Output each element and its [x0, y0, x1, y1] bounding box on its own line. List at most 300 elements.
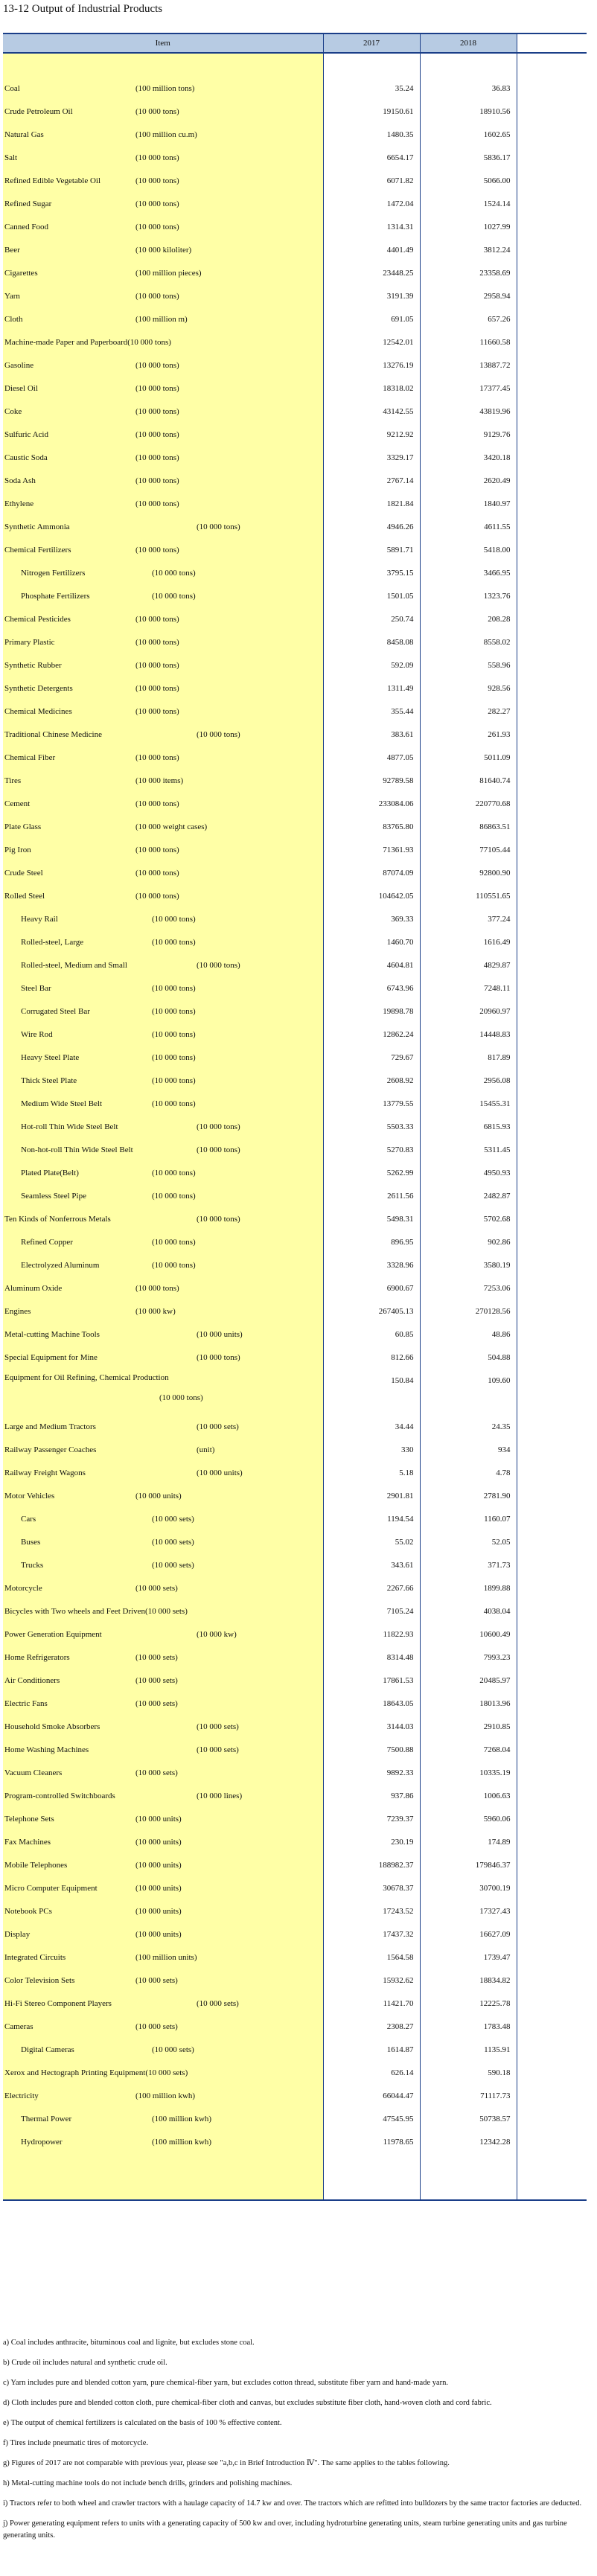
item-unit: (10 000 sets) — [152, 1514, 194, 1524]
value-2018: 17327.43 — [420, 1899, 517, 1923]
item-unit: (10 000 tons) — [197, 1214, 240, 1224]
table-row — [3, 1853, 587, 1876]
item-name: Sulfuric Acid — [4, 429, 48, 439]
spacer-cell — [517, 1092, 587, 1115]
item-cell — [3, 561, 323, 584]
value-2017: 9212.92 — [323, 423, 420, 446]
spacer-row — [3, 53, 587, 77]
item-unit: (10 000 sets) — [197, 1722, 239, 1731]
item-name: Refined Copper — [21, 1237, 73, 1247]
value-2018: 17377.45 — [420, 377, 517, 400]
item-cell — [3, 446, 323, 469]
value-2018: 81640.74 — [420, 769, 517, 792]
spacer-cell — [517, 1115, 587, 1138]
table-row — [3, 2015, 587, 2038]
value-2018: 5311.45 — [420, 1138, 517, 1161]
footnote: c) Yarn includes pure and blended cotton yarn, pure chemical-fiber yarn, but excludes cotton thread, substitute fiber yarn and hand-made yarn. — [3, 2379, 449, 2387]
value-2018: 109.60 — [420, 1369, 517, 1392]
table-row — [3, 215, 587, 238]
value-2018: 928.56 — [420, 677, 517, 700]
item-name: Ten Kinds of Nonferrous Metals — [4, 1214, 111, 1224]
value-2018: 7268.04 — [420, 1738, 517, 1761]
value-2017: 5503.33 — [323, 1115, 420, 1138]
footnote: g) Figures of 2017 are not comparable with previous year, please see "a,b,c in Brief Introduction Ⅳ". The same applies to the tables following. — [3, 2459, 450, 2467]
item-name: Hi-Fi Stereo Component Players — [4, 1998, 112, 2008]
spacer-row — [3, 2176, 587, 2200]
item-cell — [3, 1392, 323, 1415]
value-2017: 19898.78 — [323, 1000, 420, 1023]
value-2018: 18013.96 — [420, 1692, 517, 1715]
footnotes — [3, 2337, 591, 2550]
table-row — [3, 1692, 587, 1715]
item-name: Nitrogen Fertilizers — [21, 568, 86, 578]
item-cell — [3, 1853, 323, 1876]
spacer-cell — [517, 746, 587, 769]
item-cell — [3, 1923, 323, 1946]
item-name: Electric Fans — [4, 1698, 48, 1708]
item-cell — [3, 515, 323, 538]
value-2017: 937.86 — [323, 1784, 420, 1807]
item-cell — [3, 653, 323, 677]
item-unit: (10 000 tons) — [197, 522, 240, 531]
table-row — [3, 1161, 587, 1184]
value-2017: 11822.93 — [323, 1623, 420, 1646]
item-name: Crude Petroleum Oil — [4, 106, 73, 116]
item-name: Wire Rod — [21, 1029, 53, 1039]
item-unit: (100 million m) — [135, 314, 188, 324]
spacer-cell — [517, 1369, 587, 1392]
item-unit: (10 000 tons) — [135, 752, 179, 762]
value-2017: 9892.33 — [323, 1761, 420, 1784]
table-row — [3, 1784, 587, 1807]
item-unit: (10 000 tons) — [152, 591, 196, 601]
item-cell — [3, 769, 323, 792]
value-2018: 1524.14 — [420, 192, 517, 215]
item-name: Power Generation Equipment — [4, 1629, 102, 1639]
item-name: Rolled Steel — [4, 891, 45, 901]
spacer-cell — [517, 100, 587, 123]
item-unit: (100 million tons) — [135, 83, 195, 93]
item-name: Motorcycle — [4, 1583, 42, 1593]
item-cell — [3, 1576, 323, 1599]
value-2017: 3144.03 — [323, 1715, 420, 1738]
value-2018: 10600.49 — [420, 1623, 517, 1646]
item-name: Vacuum Cleaners — [4, 1768, 63, 1777]
item-name: Machine-made Paper and Paperboard(10 000 tons) — [4, 337, 171, 347]
spacer-cell — [517, 1692, 587, 1715]
item-name: Caustic Soda — [4, 453, 48, 462]
table-row — [3, 1576, 587, 1599]
spacer-cell — [517, 1761, 587, 1784]
item-name: Ethylene — [4, 499, 34, 508]
item-cell — [3, 1207, 323, 1230]
item-cell — [3, 354, 323, 377]
spacer-cell — [517, 2084, 587, 2107]
item-name: Refined Sugar — [4, 199, 52, 208]
value-2018: 8558.02 — [420, 630, 517, 653]
item-name: Electricity — [4, 2091, 39, 2100]
spacer-cell — [517, 723, 587, 746]
value-2018: 504.88 — [420, 1346, 517, 1369]
table-row — [3, 2038, 587, 2061]
value-2017: 6743.96 — [323, 977, 420, 1000]
item-name: Telephone Sets — [4, 1814, 54, 1824]
item-name: Steel Bar — [21, 983, 51, 993]
item-name: Thermal Power — [21, 2114, 72, 2123]
item-cell — [3, 2130, 323, 2153]
value-2017: 1501.05 — [323, 584, 420, 607]
footnote: b) Crude oil includes natural and synthetic crude oil. — [3, 2359, 167, 2367]
value-2018: 371.73 — [420, 1553, 517, 1576]
table-container — [3, 33, 587, 2201]
item-cell — [3, 1276, 323, 1300]
item-cell — [3, 930, 323, 953]
spacer-cell — [517, 1576, 587, 1599]
header-item: Item — [3, 33, 323, 53]
value-2017: 11978.65 — [323, 2130, 420, 2153]
item-cell — [3, 1461, 323, 1484]
item-cell — [3, 630, 323, 653]
item-unit: (10 000 tons) — [152, 1099, 196, 1108]
value-2018: 5960.06 — [420, 1807, 517, 1830]
table-row — [3, 1207, 587, 1230]
spacer-cell — [517, 1461, 587, 1484]
value-2017: 18643.05 — [323, 1692, 420, 1715]
item-name: Chemical Fiber — [4, 752, 56, 762]
spacer-cell — [517, 469, 587, 492]
table-row — [3, 1369, 587, 1392]
spacer-cell — [517, 538, 587, 561]
spacer-cell — [517, 769, 587, 792]
table-row — [3, 1761, 587, 1784]
value-2017: 2267.66 — [323, 1576, 420, 1599]
value-2018: 817.89 — [420, 1046, 517, 1069]
item-cell — [3, 123, 323, 146]
item-name: Canned Food — [4, 222, 48, 231]
value-2017: 812.66 — [323, 1346, 420, 1369]
spacer-cell — [517, 330, 587, 354]
value-2017: 188982.37 — [323, 1853, 420, 1876]
value-2018: 657.26 — [420, 307, 517, 330]
spacer-cell — [517, 2130, 587, 2153]
item-unit: (10 000 units) — [197, 1468, 243, 1477]
value-2018: 7993.23 — [420, 1646, 517, 1669]
value-2018: 4950.93 — [420, 1161, 517, 1184]
spacer-cell — [517, 1415, 587, 1438]
value-2018: 2620.49 — [420, 469, 517, 492]
item-unit: (10 000 tons) — [135, 891, 179, 901]
item-name: Gasoline — [4, 360, 34, 370]
item-name: Buses — [21, 1537, 41, 1547]
table-row — [3, 815, 587, 838]
item-cell — [3, 1230, 323, 1253]
table-row — [3, 1646, 587, 1669]
item-unit: (10 000 lines) — [197, 1791, 243, 1800]
value-2017: 13276.19 — [323, 354, 420, 377]
item-cell — [3, 2084, 323, 2107]
value-2018: 43819.96 — [420, 400, 517, 423]
spacer-cell — [517, 1830, 587, 1853]
spacer-cell — [517, 815, 587, 838]
spacer-cell — [517, 215, 587, 238]
value-2017: 1460.70 — [323, 930, 420, 953]
table-row — [3, 192, 587, 215]
spacer-cell — [517, 123, 587, 146]
item-cell — [3, 307, 323, 330]
item-unit: (10 000 tons) — [135, 291, 179, 301]
item-cell — [3, 146, 323, 169]
value-2018: 23358.69 — [420, 261, 517, 284]
value-2017: 6071.82 — [323, 169, 420, 192]
value-2018: 12225.78 — [420, 1992, 517, 2015]
item-name: Color Television Sets — [4, 1975, 75, 1985]
value-2017: 896.95 — [323, 1230, 420, 1253]
spacer-cell — [517, 1046, 587, 1069]
value-2018: 110551.65 — [420, 884, 517, 907]
value-2018: 10335.19 — [420, 1761, 517, 1784]
table-row — [3, 330, 587, 354]
value-2017: 1564.58 — [323, 1946, 420, 1969]
spacer-cell — [517, 1300, 587, 1323]
item-unit: (10 000 tons) — [135, 476, 179, 485]
spacer-cell — [517, 607, 587, 630]
value-2018: 50738.57 — [420, 2107, 517, 2130]
item-unit: (10 000 tons) — [152, 1006, 196, 1016]
item-cell — [3, 400, 323, 423]
value-2018: 3420.18 — [420, 446, 517, 469]
item-unit: (10 000 units) — [135, 1814, 182, 1824]
item-cell — [3, 1138, 323, 1161]
item-cell — [3, 1438, 323, 1461]
footnote: j) Power generating equipment refers to units with a generating capacity of 500 kw and over, including hydroturbine generating units, steam turbine generating units and gas turbine generating units. — [3, 2519, 567, 2540]
value-2018: 4.78 — [420, 1461, 517, 1484]
item-unit: (10 000 sets) — [152, 1537, 194, 1547]
spacer-cell — [517, 1276, 587, 1300]
item-cell — [3, 2061, 323, 2084]
item-unit: (10 000 tons) — [152, 1076, 196, 1085]
value-2017: 383.61 — [323, 723, 420, 746]
value-2017: 5270.83 — [323, 1138, 420, 1161]
item-name: Rolled-steel, Medium and Small — [21, 960, 127, 970]
value-2017: 230.19 — [323, 1830, 420, 1853]
value-2018: 30700.19 — [420, 1876, 517, 1899]
item-name: Rolled-steel, Large — [21, 937, 84, 947]
item-name: Thick Steel Plate — [21, 1076, 77, 1085]
item-unit: (10 000 tons) — [135, 453, 179, 462]
footnote: d) Cloth includes pure and blended cotton cloth, pure chemical-fiber cloth and canvas, but excludes substitute fiber cloth, hand-woven cloth and cord fabric. — [3, 2399, 492, 2407]
value-2018: 9129.76 — [420, 423, 517, 446]
item-unit: (10 000 units) — [135, 1491, 182, 1500]
value-2018: 1783.48 — [420, 2015, 517, 2038]
table-row — [3, 884, 587, 907]
item-cell — [3, 1069, 323, 1092]
value-2017: 104642.05 — [323, 884, 420, 907]
table-row — [3, 2084, 587, 2107]
table-row — [3, 1046, 587, 1069]
value-2018: 12342.28 — [420, 2130, 517, 2153]
spacer-cell — [517, 1969, 587, 1992]
value-2017: 369.33 — [323, 907, 420, 930]
item-cell — [3, 607, 323, 630]
item-unit: (10 000 tons) — [152, 914, 196, 924]
spacer-cell — [517, 1646, 587, 1669]
value-2017: 2608.92 — [323, 1069, 420, 1092]
value-2018: 179846.37 — [420, 1853, 517, 1876]
table-row — [3, 977, 587, 1000]
item-cell — [3, 215, 323, 238]
table-row — [3, 1599, 587, 1623]
item-name: Salt — [4, 153, 18, 162]
value-2017: 4946.26 — [323, 515, 420, 538]
spacer-cell — [517, 1946, 587, 1969]
item-cell — [3, 192, 323, 215]
table-row — [3, 861, 587, 884]
item-name: Yarn — [4, 291, 20, 301]
value-2018: 1616.49 — [420, 930, 517, 953]
value-2018: 86863.51 — [420, 815, 517, 838]
item-name: Coal — [4, 83, 20, 93]
item-cell — [3, 677, 323, 700]
value-2018: 2910.85 — [420, 1715, 517, 1738]
value-2017: 4877.05 — [323, 746, 420, 769]
item-unit: (10 000 sets) — [197, 1998, 239, 2008]
table-row — [3, 1069, 587, 1092]
table-row — [3, 100, 587, 123]
item-unit: (10 000 tons) — [135, 845, 179, 854]
value-2018: 1135.91 — [420, 2038, 517, 2061]
spacer-cell — [517, 515, 587, 538]
value-2018: 1027.99 — [420, 215, 517, 238]
value-2017: 43142.55 — [323, 400, 420, 423]
table-row — [3, 1807, 587, 1830]
value-2018: 4829.87 — [420, 953, 517, 977]
spacer-cell — [517, 192, 587, 215]
item-cell — [3, 1023, 323, 1046]
item-unit: (10 000 tons) — [152, 1168, 196, 1177]
value-2018: 3812.24 — [420, 238, 517, 261]
item-unit: (10 000 tons) — [135, 868, 179, 878]
table-row — [3, 492, 587, 515]
table-row — [3, 1138, 587, 1161]
item-unit: (10 000 tons) — [152, 937, 196, 947]
item-name: Motor Vehicles — [4, 1491, 55, 1500]
footnote: e) The output of chemical fertilizers is calculated on the basis of 100 % effective content. — [3, 2419, 282, 2427]
spacer-cell — [517, 1553, 587, 1576]
table-row — [3, 446, 587, 469]
value-2018: 48.86 — [420, 1323, 517, 1346]
item-cell — [3, 1323, 323, 1346]
item-cell — [3, 1484, 323, 1507]
table-row — [3, 792, 587, 815]
table-row — [3, 284, 587, 307]
item-name: Integrated Circuits — [4, 1952, 66, 1962]
footnote: f) Tires include pneumatic tires of motorcycle. — [3, 2439, 149, 2447]
item-cell — [3, 1300, 323, 1323]
spacer-cell — [517, 1738, 587, 1761]
item-cell — [3, 1507, 323, 1530]
item-unit: (10 000 sets) — [135, 2022, 178, 2031]
table-row — [3, 1230, 587, 1253]
table-row — [3, 469, 587, 492]
value-2018: 208.28 — [420, 607, 517, 630]
value-2018: 1602.65 — [420, 123, 517, 146]
item-name: Home Refrigerators — [4, 1652, 70, 1662]
item-name: Mobile Telephones — [4, 1860, 68, 1870]
item-name: Fax Machines — [4, 1837, 51, 1847]
spacer-cell — [517, 1923, 587, 1946]
spacer-cell — [517, 1530, 587, 1553]
table-row — [3, 1830, 587, 1853]
spacer-cell — [517, 1715, 587, 1738]
item-unit: (10 000 kw) — [197, 1629, 237, 1639]
value-2017: 3329.17 — [323, 446, 420, 469]
spacer-cell — [517, 1992, 587, 2015]
item-name: Cloth — [4, 314, 23, 324]
item-name: Seamless Steel Pipe — [21, 1191, 86, 1201]
item-name: Non-hot-roll Thin Wide Steel Belt — [21, 1145, 133, 1154]
item-unit: (10 000 tons) — [135, 383, 179, 393]
item-cell — [3, 330, 323, 354]
table-row — [3, 1253, 587, 1276]
value-2017: 6654.17 — [323, 146, 420, 169]
value-2018: 7248.11 — [420, 977, 517, 1000]
item-unit: (10 000 tons) — [135, 429, 179, 439]
value-2018: 36.83 — [420, 77, 517, 100]
item-unit: (10 000 units) — [135, 1929, 182, 1939]
table-row — [3, 1300, 587, 1323]
table-row — [3, 1276, 587, 1300]
item-cell — [3, 492, 323, 515]
item-unit: (10 000 tons) — [152, 1237, 196, 1247]
item-cell — [3, 261, 323, 284]
header-row — [3, 33, 587, 53]
value-2017: 233084.06 — [323, 792, 420, 815]
item-cell — [3, 77, 323, 100]
item-unit: (10 000 tons) — [135, 706, 179, 716]
spacer-cell — [517, 700, 587, 723]
table-row — [3, 1969, 587, 1992]
item-cell — [3, 953, 323, 977]
item-name: Corrugated Steel Bar — [21, 1006, 90, 1016]
value-2017: 5891.71 — [323, 538, 420, 561]
item-cell — [3, 884, 323, 907]
spacer-cell — [517, 1899, 587, 1923]
item-cell — [3, 469, 323, 492]
table-row — [3, 2061, 587, 2084]
spacer-cell — [517, 354, 587, 377]
value-2018: 5418.00 — [420, 538, 517, 561]
value-2018: 2482.87 — [420, 1184, 517, 1207]
value-2018: 902.86 — [420, 1230, 517, 1253]
value-2018: 3466.95 — [420, 561, 517, 584]
value-2018: 5011.09 — [420, 746, 517, 769]
value-2017: 355.44 — [323, 700, 420, 723]
value-2017: 8458.08 — [323, 630, 420, 653]
item-cell — [3, 1184, 323, 1207]
item-unit: (10 000 tons) — [135, 153, 179, 162]
table-row — [3, 723, 587, 746]
table-row — [3, 1992, 587, 2015]
value-2018: 270128.56 — [420, 1300, 517, 1323]
spacer-cell — [517, 2061, 587, 2084]
item-cell — [3, 1807, 323, 1830]
value-2017: 1614.87 — [323, 2038, 420, 2061]
item-cell — [3, 977, 323, 1000]
spacer-cell — [517, 1000, 587, 1023]
item-unit: (100 million kwh) — [152, 2114, 212, 2123]
item-cell — [3, 746, 323, 769]
table-row — [3, 1346, 587, 1369]
